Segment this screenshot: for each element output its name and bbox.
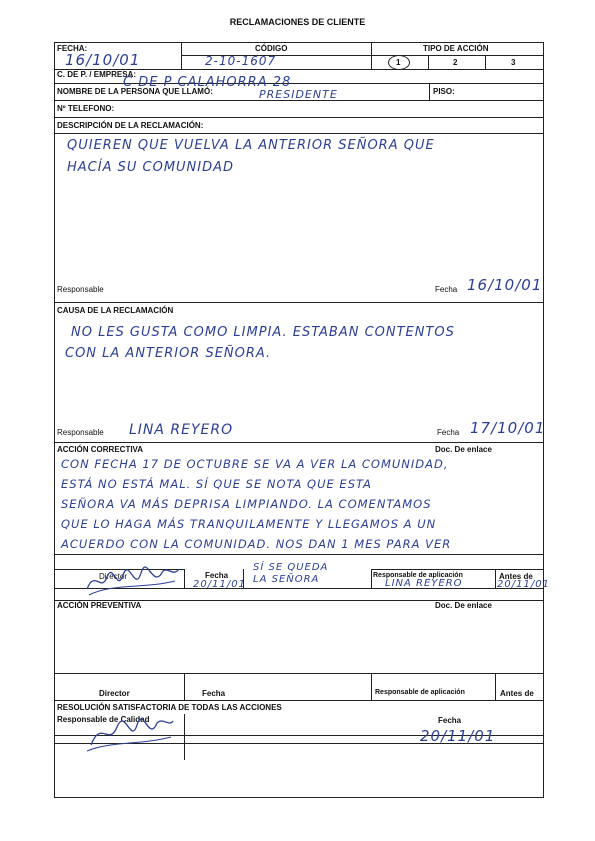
- divider: [181, 43, 182, 69]
- tipo-option-1[interactable]: 1: [396, 58, 401, 67]
- correctiva-line-2: ESTÁ NO ESTÁ MAL. SÍ QUE SE NOTA QUE ESTA: [61, 477, 372, 491]
- resolucion-fecha-label: Fecha: [438, 716, 462, 725]
- correctiva-resp-aplic-label: Responsable de aplicación: [373, 572, 463, 579]
- preventiva-antes-label: Antes de: [500, 689, 534, 698]
- telefono-label: Nº TELEFONO:: [57, 104, 115, 113]
- piso-label: PISO:: [433, 87, 455, 96]
- preventiva-doc-label: Doc. De enlace: [435, 601, 492, 610]
- divider: [429, 83, 430, 100]
- codigo-label: CÓDIGO: [255, 44, 288, 53]
- descripcion-line-2: HACÍA SU COMUNIDAD: [67, 160, 235, 175]
- tipo-option-3[interactable]: 3: [511, 58, 516, 67]
- divider: [495, 673, 496, 700]
- correctiva-fecha-value: 20/11/01: [193, 579, 246, 590]
- descripcion-line-1: QUIEREN QUE VUELVA LA ANTERIOR SEÑORA QUE: [67, 138, 435, 153]
- fecha-label: FECHA:: [57, 44, 88, 53]
- descripcion-responsable-label: Responsable: [57, 285, 104, 294]
- causa-responsable-label: Responsable: [57, 428, 104, 437]
- divider: [55, 442, 543, 443]
- causa-line-1: NO LES GUSTA COMO LIMPIA. ESTABAN CONTENTOS: [71, 325, 455, 340]
- resolucion-fecha-value: 20/11/01: [420, 727, 496, 745]
- correctiva-fecha-label: Fecha: [205, 571, 229, 580]
- causa-line-2: CON LA ANTERIOR SEÑORA.: [65, 346, 272, 361]
- correctiva-label: ACCIÓN CORRECTIVA: [57, 445, 144, 454]
- selected-circle-mark: [388, 55, 410, 70]
- descripcion-fecha-label: Fecha: [435, 285, 458, 294]
- correctiva-antes-label: Antes de: [499, 572, 533, 581]
- causa-responsable-value: LINA REYERO: [129, 422, 234, 438]
- correctiva-resp-aplic-value: LINA REYERO: [385, 578, 463, 589]
- correctiva-line-3: SEÑORA VA MÁS DEPRISA LIMPIANDO. LA COMENTAMOS: [61, 497, 432, 511]
- divider: [55, 700, 543, 701]
- divider: [485, 55, 486, 69]
- cdp-value: C DE P CALAHORRA 28: [123, 75, 292, 90]
- correctiva-director-label: Director: [99, 572, 128, 581]
- divider: [428, 55, 429, 69]
- preventiva-resp-aplic-label: Responsable de aplicación: [375, 689, 465, 696]
- correctiva-line-1: CON FECHA 17 DE OCTUBRE SE VA A VER LA COMUNIDAD,: [61, 457, 449, 471]
- fecha-value: 16/10/01: [65, 51, 141, 69]
- causa-fecha-value: 17/10/01: [470, 419, 546, 437]
- form-title: RECLAMACIONES DE CLIENTE: [229, 17, 366, 27]
- divider: [55, 673, 543, 674]
- descripcion-fecha-value: 16/10/01: [467, 276, 543, 294]
- divider: [184, 569, 185, 588]
- divider: [371, 569, 372, 588]
- divider: [55, 554, 543, 555]
- cdp-label: C. DE P. / EMPRESA:: [57, 70, 136, 79]
- divider: [371, 43, 372, 69]
- resp-calidad-label: Responsable de Calidad: [57, 715, 150, 724]
- divider: [371, 673, 372, 700]
- preventiva-director-label: Director: [99, 689, 130, 698]
- divider: [184, 673, 185, 700]
- correctiva-extra-2: LA SEÑORA: [253, 574, 320, 585]
- correctiva-line-5: ACUERDO CON LA COMUNIDAD. NOS DAN 1 MES PARA VER: [61, 537, 452, 551]
- calidad-signature-icon: [83, 715, 178, 755]
- correctiva-doc-label: Doc. De enlace: [435, 445, 492, 454]
- causa-fecha-label: Fecha: [437, 428, 460, 437]
- resolucion-label: RESOLUCIÓN SATISFACTORIA DE TODAS LAS ACCIONES: [57, 703, 282, 712]
- codigo-value: 2-10-1607: [205, 54, 277, 68]
- divider: [371, 569, 543, 570]
- divider: [55, 302, 543, 303]
- llamo-label: NOMBRE DE LA PERSONA QUE LLAMÓ:: [57, 87, 213, 96]
- correctiva-line-4: QUE LO HAGA MÁS TRANQUILAMENTE Y LLEGAMOS A UN: [61, 517, 437, 531]
- form-frame: [54, 42, 550, 798]
- llamo-value: PRESIDENTE: [259, 88, 338, 101]
- tipo-option-2[interactable]: 2: [453, 58, 458, 67]
- divider: [55, 117, 543, 118]
- divider: [55, 133, 543, 134]
- divider: [495, 569, 496, 588]
- director-signature-icon: [83, 563, 183, 599]
- causa-label: CAUSA DE LA RECLAMACIÓN: [57, 306, 174, 315]
- tipo-label: TIPO DE ACCIÓN: [423, 44, 489, 53]
- preventiva-label: ACCIÓN PREVENTIVA: [57, 601, 142, 610]
- correctiva-extra-1: SÍ SE QUEDA: [253, 562, 329, 573]
- descripcion-label: DESCRIPCIÓN DE LA RECLAMACIÓN:: [57, 121, 204, 130]
- preventiva-fecha-label: Fecha: [202, 689, 226, 698]
- correctiva-antes-value: 20/11/01: [497, 579, 550, 590]
- divider: [184, 714, 185, 760]
